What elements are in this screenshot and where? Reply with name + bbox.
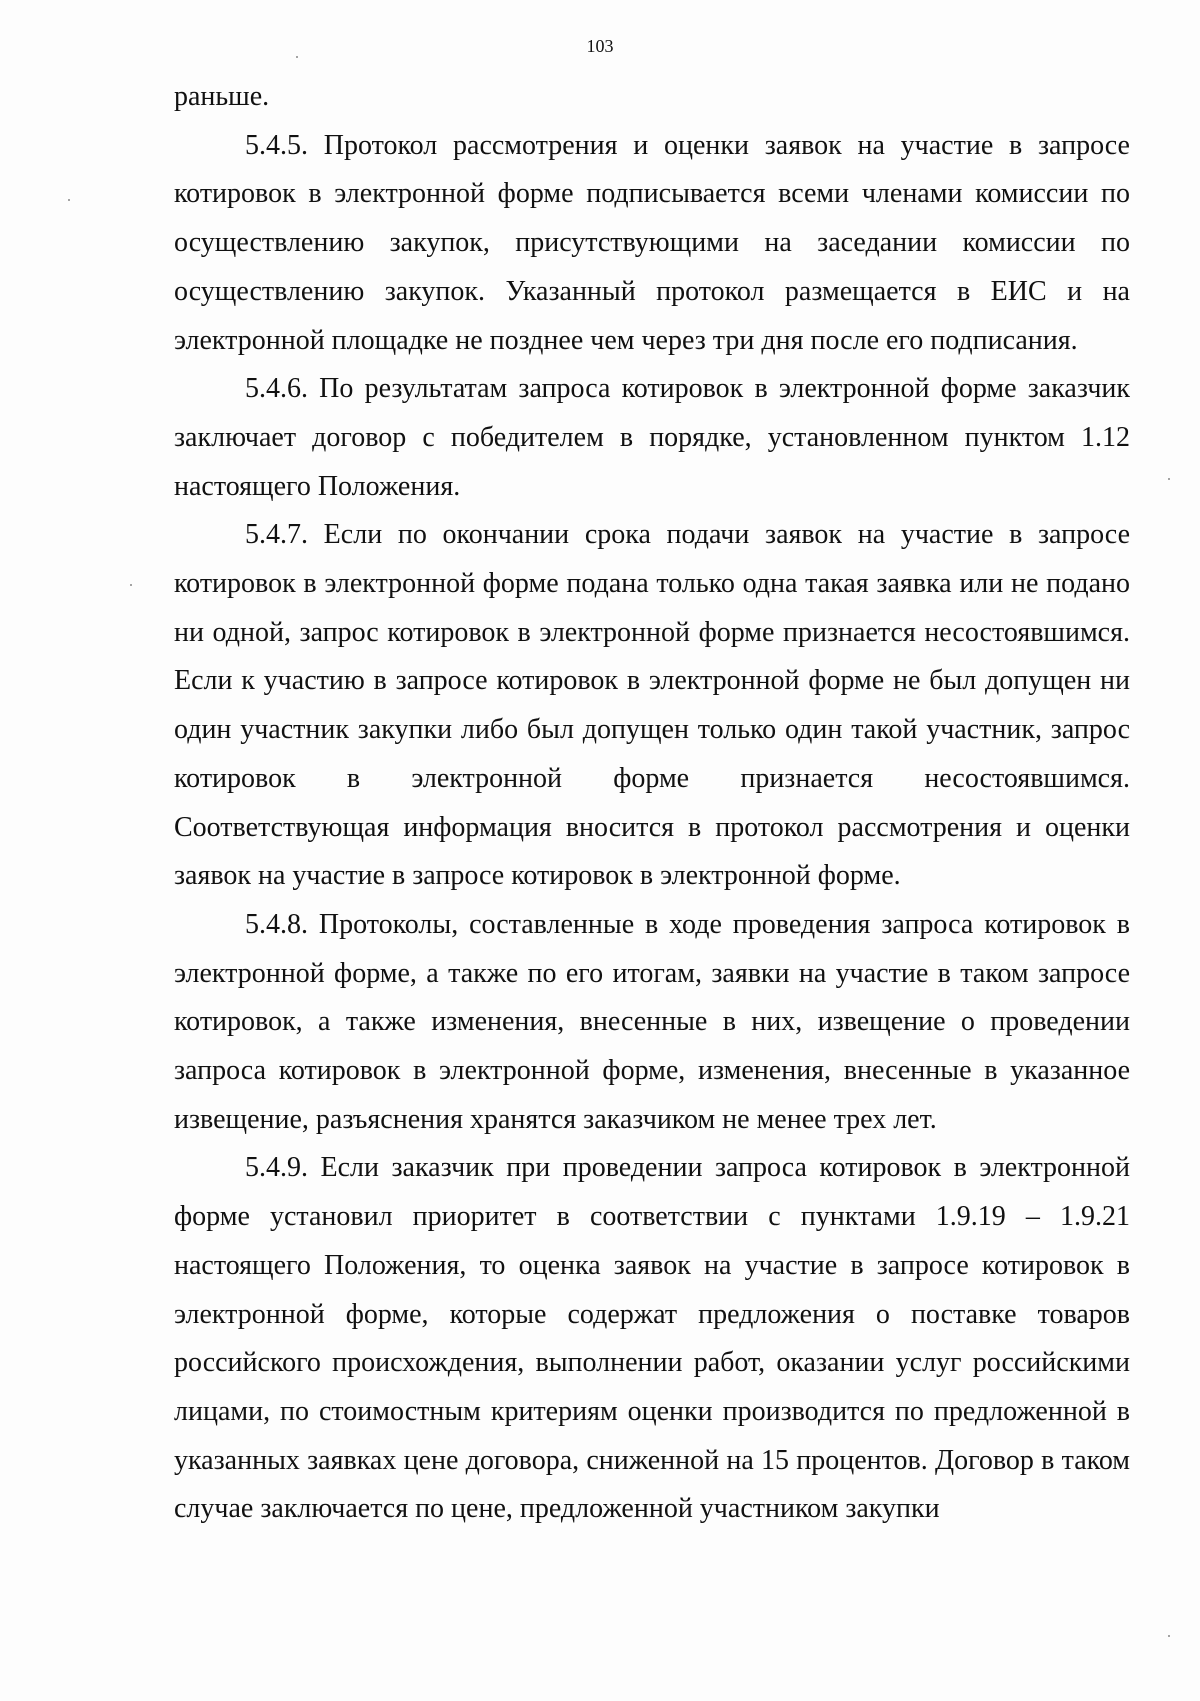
scan-speck — [1168, 478, 1170, 480]
scan-speck — [1168, 1635, 1170, 1637]
paragraph-5-4-5: 5.4.5. Протокол рассмотрения и оценки заявок на участие в запросе котировок в электронной форме подписывается всеми членами комиссии по осуществлению закупок, присутствующими на заседании комиссии по осуществлению закупок. Указанный протокол размещается в ЕИС и на электронной площадке не позднее чем через три дня после его подписания. — [174, 129, 1130, 356]
scan-speck — [296, 56, 298, 58]
paragraph-5-4-8: 5.4.8. Протоколы, составленные в ходе проведения запроса котировок в электронной форме, а также по его итогам, заявки на участие в таком запросе котировок, а также изменения, внесенные в них, извещение о проведении запроса котировок в электронной форме, изменения, внесенные в указанное извещение, разъяснения хранятся заказчиком не менее трех лет. — [174, 908, 1130, 1135]
continuation-text: раньше. — [174, 81, 270, 112]
paragraph-5-4-9: 5.4.9. Если заказчик при проведении запроса котировок в электронной форме установил приоритет в соответствии с пунктами 1.9.19 – 1.9.21 настоящего Положения, то оценка заявок на участие в запросе котировок в электронной форме, которые содержат предложения о поставке товаров российского происхождения, выполнении работ, оказании услуг российскими лицами, по стоимостным критериям оценки производится по предложенной в указанных заявках цене договора, сниженной на 15 процентов. Договор в таком случае заключается по цене, предложенной участником закупки — [174, 1152, 1130, 1525]
paragraph-5-4-7: 5.4.7. Если по окончании срока подачи заявок на участие в запросе котировок в электронной форме подана только одна такая заявка или не подано ни одной, запрос котировок в электронной форме признается несостоявшимся. Если к участию в запросе котировок в электронной форме не был допущен ни один участник закупки либо был допущен только один такой участник, запрос котировок в электронной форме признается несостоявшимся. Соответствующая информация вносится в протокол рассмотрения и оценки заявок на участие в запросе котировок в электронной форме. — [174, 519, 1130, 892]
page-number: 103 — [586, 36, 614, 56]
scan-speck — [68, 199, 70, 201]
paragraph-5-4-6: 5.4.6. По результатам запроса котировок в электронной форме заказчик заключает договор с победителем в порядке, установленном пунктом 1.12 настоящего Положения. — [174, 373, 1130, 502]
scan-speck — [130, 584, 132, 586]
document-body — [174, 73, 1130, 1534]
